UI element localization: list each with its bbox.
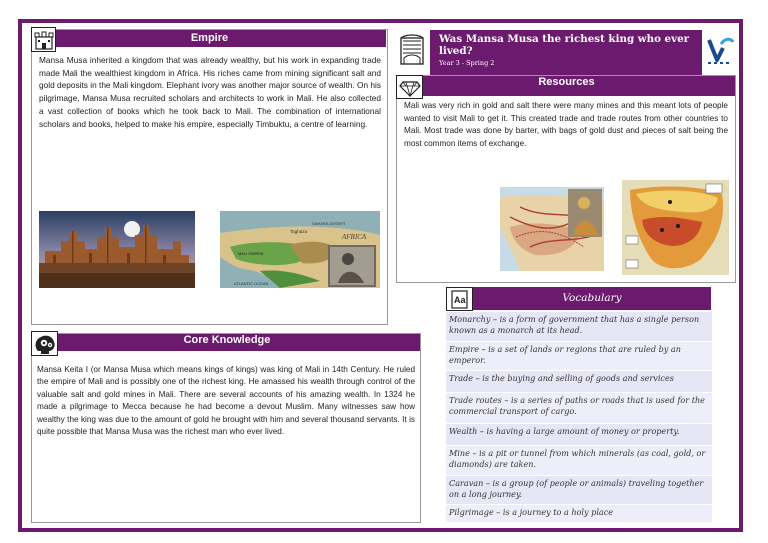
trade-routes-map-image bbox=[500, 187, 604, 271]
castle-icon bbox=[31, 27, 56, 52]
vocab-row-mine bbox=[446, 446, 712, 476]
vocabulary-title-bar bbox=[473, 287, 711, 310]
brain-gears-icon bbox=[31, 331, 58, 356]
diamond-icon bbox=[396, 75, 423, 99]
mali-empire-map-image bbox=[220, 211, 380, 288]
vocab-row-trade bbox=[446, 371, 712, 393]
resources-title-bar bbox=[398, 76, 735, 96]
resources-text: Mali was very rich in gold and salt there were many mines and this meant lots of people wanted to visit Mali to get it. This created trade and trade routes from other countries to Mali. Most trade was done by barter, with bags of gold dust and pieces of salt being the most common items of exchange. bbox=[404, 101, 728, 149]
vocab-text: Wealth – is having a large amount of money or property. bbox=[449, 426, 680, 436]
core-knowledge-title: Core Knowledge bbox=[183, 334, 271, 346]
map-ocean-label: ATLANTIC OCEAN bbox=[234, 281, 269, 286]
open-book-icon bbox=[398, 32, 428, 68]
map-sahara-label: SAHARA DESERT bbox=[312, 221, 346, 226]
vocab-text: Monarchy – is a form of government that has a single person known as a monarch at its head. bbox=[449, 314, 700, 335]
vocabulary-title: Vocabulary bbox=[562, 292, 622, 304]
vocab-text: Mine – is a pit or tunnel from which minerals (as coal, gold, or diamonds) are taken. bbox=[449, 448, 706, 469]
school-logo bbox=[705, 34, 735, 66]
vocab-text: Trade routes – is a series of paths or roads that is used for the commercial transport of cargo. bbox=[449, 395, 705, 416]
dictionary-icon bbox=[446, 287, 473, 311]
gold-salt-map-image bbox=[622, 180, 729, 275]
empire-text: Mansa Musa inherited a kingdom that was already wealthy, but his work in expanding trade made Mali the wealthiest kingdom in Africa. His riches came from mining significant salt and gold deposits in the Mali kingdom. Elephant ivory was another major source of wealth. On his pilgrimage, Mansa Musa recruited scholars and architects to work in Mali. He also collected a vast collection of books which he took back to Mali. The combination of international scholars and books, helped to make his empire, especially Timbuktu, a centre of learning. bbox=[39, 55, 381, 129]
vocab-row-trade-routes bbox=[446, 393, 712, 424]
empire-title-bar bbox=[33, 30, 386, 47]
vocab-row-caravan bbox=[446, 476, 712, 505]
vocab-row-pilgrimage bbox=[446, 505, 712, 523]
core-knowledge-text: Mansa Keita I (or Mansa Musa which means kings of kings) was king of Mali in 14th Century. He ruled the empire of Mali and is possibly one of the richest king. He amassed his wealth through control of the valuable salt and gold mines in Mali. There are several accounts of his amazing wealth. In 1324 he made a pilgrimage to Mecca because he had become a devout Muslim. Many witnesses saw how wealthy the king was due to the amount of gold he brought with him and several thousand servants. It is quite possible that Mansa Musa was the richest man who ever lived. bbox=[37, 365, 415, 437]
great-mosque-image bbox=[39, 211, 195, 288]
resources-title: Resources bbox=[538, 76, 595, 88]
vocab-text: Caravan – is a group (of people or animals) traveling together on a long journey. bbox=[449, 478, 704, 499]
svg-text:Aa: Aa bbox=[453, 294, 466, 305]
vocab-text: Pilgrimage – is a journey to a holy place bbox=[449, 507, 614, 517]
core-knowledge-title-bar bbox=[34, 334, 420, 351]
map-africa-label: AFRICA bbox=[342, 233, 367, 241]
map-taghaza-label: Taghaza bbox=[290, 229, 308, 234]
vocab-row-empire bbox=[446, 342, 712, 371]
vocab-text: Empire – is a set of lands or regions that are ruled by an emperor. bbox=[449, 344, 681, 365]
vocab-text: Trade – is the buying and selling of goods and services bbox=[449, 373, 674, 383]
empire-title: Empire bbox=[190, 32, 229, 44]
vocab-row-monarchy bbox=[446, 312, 712, 342]
page-title: Was Mansa Musa the richest king who ever lived? bbox=[439, 33, 690, 57]
page-subtitle: Year 3 - Spring 2 bbox=[439, 59, 495, 67]
vocab-row-wealth bbox=[446, 424, 712, 446]
header-bar bbox=[430, 30, 702, 75]
map-mali-label: MALI EMPIRE bbox=[238, 251, 264, 256]
